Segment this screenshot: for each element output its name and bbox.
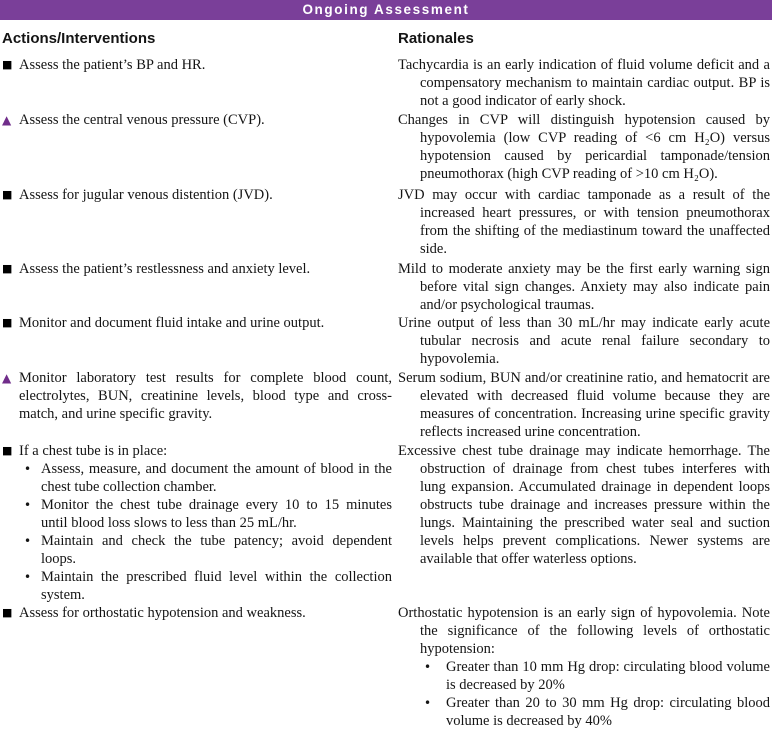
- action-text: Monitor laboratory test results for complete blood count, electrolytes, BUN, creatinine levels, blood type and cross-match, and urine specific gravity.: [19, 370, 392, 422]
- action-subitem-text: Maintain and check the tube patency; avoid dependent loops.: [41, 533, 392, 567]
- rationale-text: Tachycardia is an early indication of fluid volume deficit and a compensatory mechanism to maintain cardiac output. BP is not a good indicator of early shock.: [398, 57, 770, 109]
- action-item: [2, 56, 392, 74]
- rationale-cell: [398, 314, 770, 368]
- action-cell: [2, 260, 398, 278]
- square-bullet-icon: ■: [2, 444, 13, 457]
- rationale-text: Orthostatic hypotension is an early sign of hypovolemia. Note the significance of the following levels of orthostatic hypotension:: [398, 605, 770, 657]
- action-item: [2, 314, 392, 332]
- rationale-text: Serum sodium, BUN and/or creatinine ratio, and hematocrit are elevated with decreased fluid volume because they are measures of concentration. Increasing urine specific gravity reflects increased urine concentration.: [398, 370, 770, 440]
- action-subitem: [24, 532, 392, 568]
- assessment-row: [0, 604, 772, 730]
- action-text: Monitor and document fluid intake and urine output.: [19, 315, 325, 331]
- action-item: [2, 186, 392, 204]
- action-cell: [2, 186, 398, 204]
- triangle-bullet-icon: ▲: [2, 371, 12, 385]
- action-cell: [2, 314, 398, 332]
- rationale-cell: [398, 111, 770, 183]
- action-item: [2, 260, 392, 278]
- action-text: Assess for orthostatic hypotension and weakness.: [19, 605, 306, 621]
- rationale-text: Mild to moderate anxiety may be the first early warning sign before vital sign changes. Anxiety may also indicate pain and/or psychological traumas.: [398, 261, 770, 313]
- rationale-cell: [398, 442, 770, 568]
- assessment-row: [0, 314, 772, 369]
- sub-bullet-icon: •: [424, 660, 432, 674]
- action-cell: [2, 56, 398, 74]
- action-item: [2, 604, 392, 622]
- action-text: Assess the patient’s BP and HR.: [19, 57, 206, 73]
- section-header-bar: [0, 0, 772, 20]
- square-bullet-icon: ■: [2, 316, 13, 329]
- assessment-row: [0, 369, 772, 442]
- rationale-subitem-text: Greater than 10 mm Hg drop: circulating blood volume is decreased by 20%: [446, 659, 770, 693]
- action-subitem-text: Maintain the prescribed fluid level within the collection system.: [41, 569, 392, 603]
- action-subitem: [24, 496, 392, 532]
- column-headers: [0, 20, 772, 56]
- rationale-cell: [398, 604, 770, 730]
- rationale-text: JVD may occur with cardiac tamponade as a result of the increased heart pressures, or with tension pneumothorax from the shifting of the mediastinum toward the unaffected side.: [398, 187, 770, 257]
- sub-bullet-icon: •: [24, 534, 32, 548]
- rationale-subitem: [424, 658, 770, 694]
- triangle-bullet-icon: ▲: [2, 113, 12, 127]
- sub-bullet-icon: •: [24, 498, 32, 512]
- column-header-actions: Actions/Interventions: [2, 30, 156, 47]
- rationale-subitem-text: Greater than 20 to 30 mm Hg drop: circulating blood volume is decreased by 40%: [446, 695, 770, 729]
- assessment-rows: [0, 56, 772, 730]
- assessment-row: [0, 442, 772, 604]
- rationale-text: Changes in CVP will distinguish hypotension caused by hypovolemia (low CVP reading of <6 cm H₂O) versus hypotension caused by pericardial tamponade/tension pneumothorax (high CVP reading of >10 cm H₂O).: [398, 112, 770, 182]
- rationale-text: Urine output of less than 30 mL/hr may indicate early acute tubular necrosis and acute renal failure secondary to hypovolemia.: [398, 315, 770, 367]
- rationale-text: Excessive chest tube drainage may indicate hemorrhage. The obstruction of drainage from chest tubes interferes with lung expansion. Accumulated drainage in dependent loops obstructs tube drainage and increases pressure within the lungs. Maintaining the prescribed water seal and suction levels helps prevent complications. Newer systems are available that offer waterless options.: [398, 443, 770, 567]
- square-bullet-icon: ■: [2, 606, 13, 619]
- sub-bullet-icon: •: [424, 696, 432, 710]
- square-bullet-icon: ■: [2, 58, 13, 71]
- action-text: If a chest tube is in place:: [19, 443, 168, 459]
- action-text: Assess the central venous pressure (CVP).: [19, 112, 265, 128]
- action-subitem-text: Monitor the chest tube drainage every 10 to 15 minutes until blood loss slows to less than 25 mL/hr.: [41, 497, 392, 531]
- action-item: [2, 111, 392, 129]
- assessment-row: [0, 111, 772, 186]
- section-title: Ongoing Assessment: [302, 2, 470, 17]
- rationale-cell: [398, 260, 770, 314]
- assessment-row: [0, 260, 772, 314]
- action-cell: [2, 111, 398, 129]
- rationale-cell: [398, 56, 770, 110]
- action-subitem-text: Assess, measure, and document the amount of blood in the chest tube collection chamber.: [41, 461, 392, 495]
- square-bullet-icon: ■: [2, 262, 13, 275]
- action-subitem: [24, 460, 392, 496]
- sub-bullet-icon: •: [24, 570, 32, 584]
- rationale-cell: [398, 369, 770, 441]
- sub-bullet-icon: •: [24, 462, 32, 476]
- square-bullet-icon: ■: [2, 188, 13, 201]
- action-subitem: [24, 568, 392, 604]
- column-header-rationales: Rationales: [398, 30, 474, 47]
- rationale-cell: [398, 186, 770, 258]
- rationale-subitem: [424, 694, 770, 730]
- action-text: Assess for jugular venous distention (JVD).: [19, 187, 273, 203]
- action-cell: [2, 442, 398, 604]
- assessment-row: [0, 56, 772, 111]
- assessment-row: [0, 186, 772, 260]
- action-item: [2, 442, 392, 460]
- action-text: Assess the patient’s restlessness and anxiety level.: [19, 261, 311, 277]
- action-cell: [2, 604, 398, 622]
- action-cell: [2, 369, 398, 423]
- action-item: [2, 369, 392, 423]
